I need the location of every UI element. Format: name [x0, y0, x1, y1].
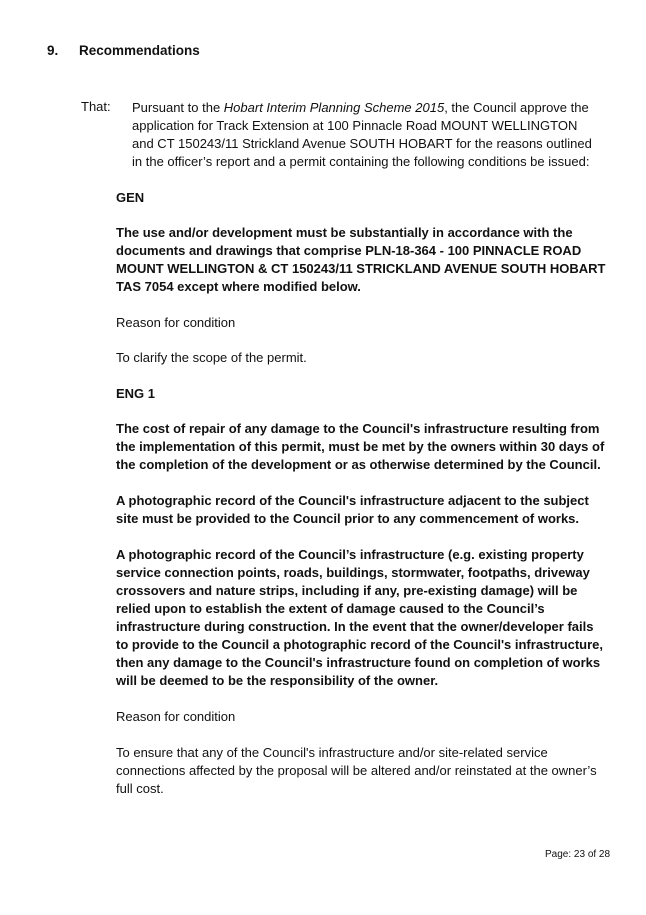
page-number: Page: 23 of 28: [545, 849, 611, 860]
eng1-reason-text: To ensure that any of the Council's infrastructure and/or site-related service connections affected by the proposal will be altered and/or reinstated at the owner’s full cost.: [116, 745, 597, 796]
gen-condition-text: The use and/or development must be substantially in accordance with the documents and drawings that comprise PLN-18-364 - 100 PINNACLE ROAD MOUNT WELLINGTON & CT 150243/11 STRICKLAND AVENUE SOUTH HOBART TAS 7054 except where modified below.: [116, 225, 606, 294]
eng1-paragraph-2: A photographic record of the Council's infrastructure adjacent to the subject site must be provided to the Council prior to any commencement of works.: [116, 493, 589, 526]
section-title: Recommendations: [79, 43, 200, 58]
gen-reason-text: To clarify the scope of the permit.: [116, 350, 307, 365]
section-number: 9.: [47, 43, 59, 58]
eng1-paragraph-1: The cost of repair of any damage to the Council's infrastructure resulting from the implementation of this permit, must be met by the owners within 30 days of the completion of the development or as otherwise determined by the Council.: [116, 421, 605, 472]
intro-paragraph: [132, 99, 602, 171]
eng1-paragraph-3: A photographic record of the Council’s infrastructure (e.g. existing property service connection points, roads, buildings, stormwater, footpaths, driveway crossovers and nature strips, including if any, pre-existing damage) will be relied upon to establish the extent of damage caused to the Council’s infrastructure during construction. In the event that the owner/developer fails to provide to the Council a photographic record of the Council's infrastructure, then any damage to the Council's infrastructure found on completion of works will be deemed to be the responsibility of the owner.: [116, 547, 604, 688]
eng1-reason-label: Reason for condition: [116, 709, 236, 724]
planning-scheme-name: Hobart Interim Planning Scheme 2015: [223, 100, 445, 115]
intro-text-before: Pursuant to the: [132, 100, 224, 115]
that-label: That:: [81, 99, 111, 114]
intro-text-after: , the Council approve the application for Track Extension at 100 Pinnacle Road MOUNT WELLINGTON and CT 150243/11 Strickland Avenue SOUTH HOBART for the reasons outlined in the officer’s report and a permit containing the following conditions be issued:: [132, 100, 592, 169]
gen-condition-code: GEN: [116, 190, 145, 205]
gen-reason-label: Reason for condition: [116, 315, 236, 330]
section-heading: [47, 43, 200, 58]
eng1-condition-code: ENG 1: [116, 386, 156, 401]
